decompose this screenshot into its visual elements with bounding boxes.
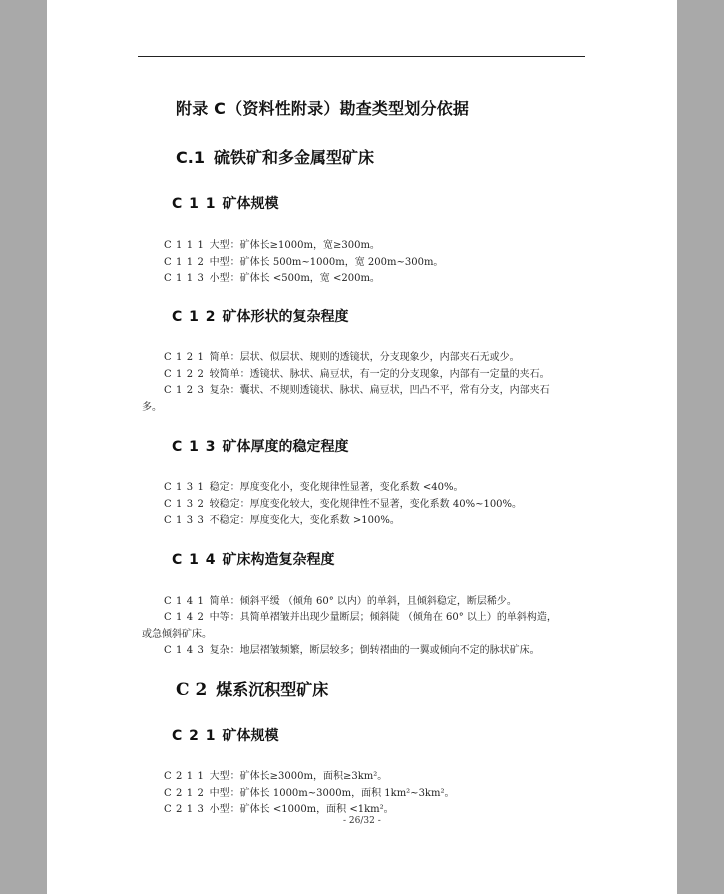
subsection-heading xyxy=(172,725,279,745)
section-number: C 2 xyxy=(176,680,208,700)
clause-number: C 1 4 2 xyxy=(164,612,205,623)
subsection-number: C 1 2 xyxy=(172,309,217,325)
clause-number: C 2 1 1 xyxy=(164,771,205,782)
clause-item xyxy=(164,253,443,268)
clause-text: 中型：矿体长 500m~1000m，宽 200m~300m。 xyxy=(209,257,444,268)
subsection-title: 矿体规模 xyxy=(222,196,279,212)
clause-number: C 1 1 1 xyxy=(164,240,205,251)
clause-number: C 1 2 1 xyxy=(164,352,205,363)
clause-number: C 2 1 2 xyxy=(164,788,205,799)
clause-item xyxy=(164,236,380,251)
clause-item xyxy=(164,269,380,284)
subsection-heading xyxy=(172,193,279,213)
clause-number: C 1 3 1 xyxy=(164,482,205,493)
subsection-title: 矿体形状的复杂程度 xyxy=(222,309,349,325)
section-heading xyxy=(176,677,328,700)
clause-number: C 1 1 2 xyxy=(164,257,205,268)
clause-item xyxy=(164,767,387,782)
subsection-number: C 2 1 xyxy=(172,728,217,744)
clause-number: C 1 2 2 xyxy=(164,369,205,380)
subsection-title: 矿床构造复杂程度 xyxy=(222,552,335,568)
clause-item xyxy=(164,800,394,815)
clause-text: 不稳定：厚度变化大，变化系数 >100%。 xyxy=(209,515,400,526)
clause-item xyxy=(164,495,522,510)
clause-number: C 1 1 3 xyxy=(164,273,205,284)
clause-item xyxy=(164,641,540,656)
page-title: 附录 C（资料性附录）勘查类型划分依据 xyxy=(176,99,470,118)
subsection-number: C 1 3 xyxy=(172,439,217,455)
subsection-title: 矿体规模 xyxy=(222,728,279,744)
subsection-heading xyxy=(172,436,349,456)
clause-text: 中等：具简单褶皱并出现少量断层；倾斜陡 （倾角在 60° 以上）的单斜构造， xyxy=(209,612,557,623)
section-title: 硫铁矿和多金属型矿床 xyxy=(213,148,374,167)
clause-item xyxy=(164,365,550,380)
clause-text: 小型：矿体长 <1000m，面积 <1km²。 xyxy=(209,804,394,815)
clause-item xyxy=(164,381,550,396)
clause-item xyxy=(164,784,454,799)
clause-item xyxy=(164,592,517,607)
clause-text: 较简单：透镜状、脉状、扁豆状，有一定的分支现象，内部有一定量的夹石。 xyxy=(209,369,550,380)
clause-item xyxy=(164,608,557,623)
section-heading xyxy=(176,145,374,168)
clause-number: C 1 2 3 xyxy=(164,385,205,396)
clause-number: C 1 3 3 xyxy=(164,515,205,526)
header-rule xyxy=(138,56,585,57)
clause-continuation: 或急倾斜矿床。 xyxy=(142,629,212,640)
clause-text: 简单：倾斜平缓 （倾角 60° 以内）的单斜，且倾斜稳定，断层稀少。 xyxy=(209,596,517,607)
clause-item xyxy=(164,511,400,526)
document-page xyxy=(47,0,677,894)
section-number: C.1 xyxy=(176,148,205,167)
clause-number: C 1 4 3 xyxy=(164,645,205,656)
subsection-title: 矿体厚度的稳定程度 xyxy=(222,439,349,455)
clause-number: C 1 3 2 xyxy=(164,499,205,510)
clause-text: 小型：矿体长 <500m，宽 <200m。 xyxy=(209,273,380,284)
clause-text: 大型：矿体长≥3000m，面积≥3km²。 xyxy=(209,771,388,782)
subsection-number: C 1 4 xyxy=(172,552,217,568)
page-number: - 26/32 - xyxy=(343,816,381,826)
subsection-number: C 1 1 xyxy=(172,196,217,212)
clause-number: C 1 4 1 xyxy=(164,596,205,607)
section-title: 煤系沉积型矿床 xyxy=(216,680,329,699)
clause-text: 较稳定：厚度变化较大，变化规律性不显著，变化系数 40%~100%。 xyxy=(209,499,523,510)
clause-text: 稳定：厚度变化小，变化规律性显著，变化系数 <40%。 xyxy=(209,482,464,493)
clause-text: 简单：层状、似层状、规则的透镜状，分支现象少，内部夹石无或少。 xyxy=(209,352,520,363)
clause-continuation: 多。 xyxy=(142,402,162,413)
subsection-heading xyxy=(172,306,349,326)
clause-number: C 2 1 3 xyxy=(164,804,205,815)
clause-item xyxy=(164,478,463,493)
clause-text: 大型：矿体长≥1000m，宽≥300m。 xyxy=(209,240,380,251)
clause-text: 中型：矿体长 1000m~3000m，面积 1km²~3km²。 xyxy=(209,788,455,799)
clause-item xyxy=(164,348,520,363)
subsection-heading xyxy=(172,549,335,569)
clause-text: 复杂：囊状、不规则透镜状、脉状、扁豆状，凹凸不平，常有分支，内部夹石 xyxy=(209,385,550,396)
clause-text: 复杂：地层褶皱频繁，断层较多；倒转褶曲的一翼或倾向不定的脉状矿床。 xyxy=(209,645,540,656)
